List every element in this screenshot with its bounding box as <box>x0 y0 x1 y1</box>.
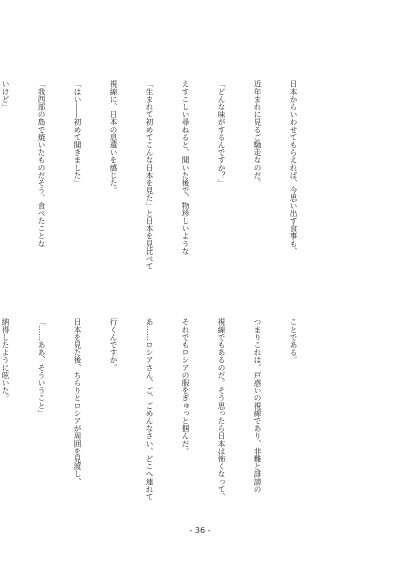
text-line: 「どんな味がするんですか？」 <box>217 80 226 187</box>
text-line: つまりこれは、戸惑いの視線であり、非難と誹謗の <box>253 318 262 493</box>
text-line: 視線でもあるのだ。そう思ったら日本は怖くなって、 <box>217 318 226 501</box>
text-line: あ……ロシアさん、ご、ごめんなさい、どこへ連れて <box>145 318 154 501</box>
text-line: それでもロシアの服をぎゅっと掴んだ。 <box>181 318 190 455</box>
text-line: 行くんですか。 <box>109 318 118 372</box>
text-line: えすこしい尋ねると、聞いた後で、物珍しいような <box>181 80 190 255</box>
text-line: 「我西部の島で焼いたものだそう。食べたことな <box>37 80 46 248</box>
text-line: 視線に、日本の息遣いを感じた。 <box>109 80 118 194</box>
text-block-lower <box>1 318 323 523</box>
text-line: いけど」 <box>1 80 10 111</box>
page-number: - 36 - <box>189 526 211 535</box>
text-line: ことである。 <box>289 318 298 364</box>
text-line: 納得したように呟いた。 <box>1 318 10 402</box>
text-line: 「……ああ、そういうこと」 <box>37 318 46 417</box>
text-line: 「生まれて初めてこんな日本を見た」と日本を見比べて <box>145 80 154 270</box>
text-line: 日本からいわせてもらえれば、今思い出す食事も、 <box>289 80 298 255</box>
text-line: 「はい――初めて聞きました」 <box>73 80 82 187</box>
text-block-upper <box>1 80 323 302</box>
text-line: 近年まれに見るご馳走なのだ。 <box>253 80 262 187</box>
text-line: 日本を見た後、ちらりとロシアが周囲を見渡し、 <box>73 318 82 486</box>
